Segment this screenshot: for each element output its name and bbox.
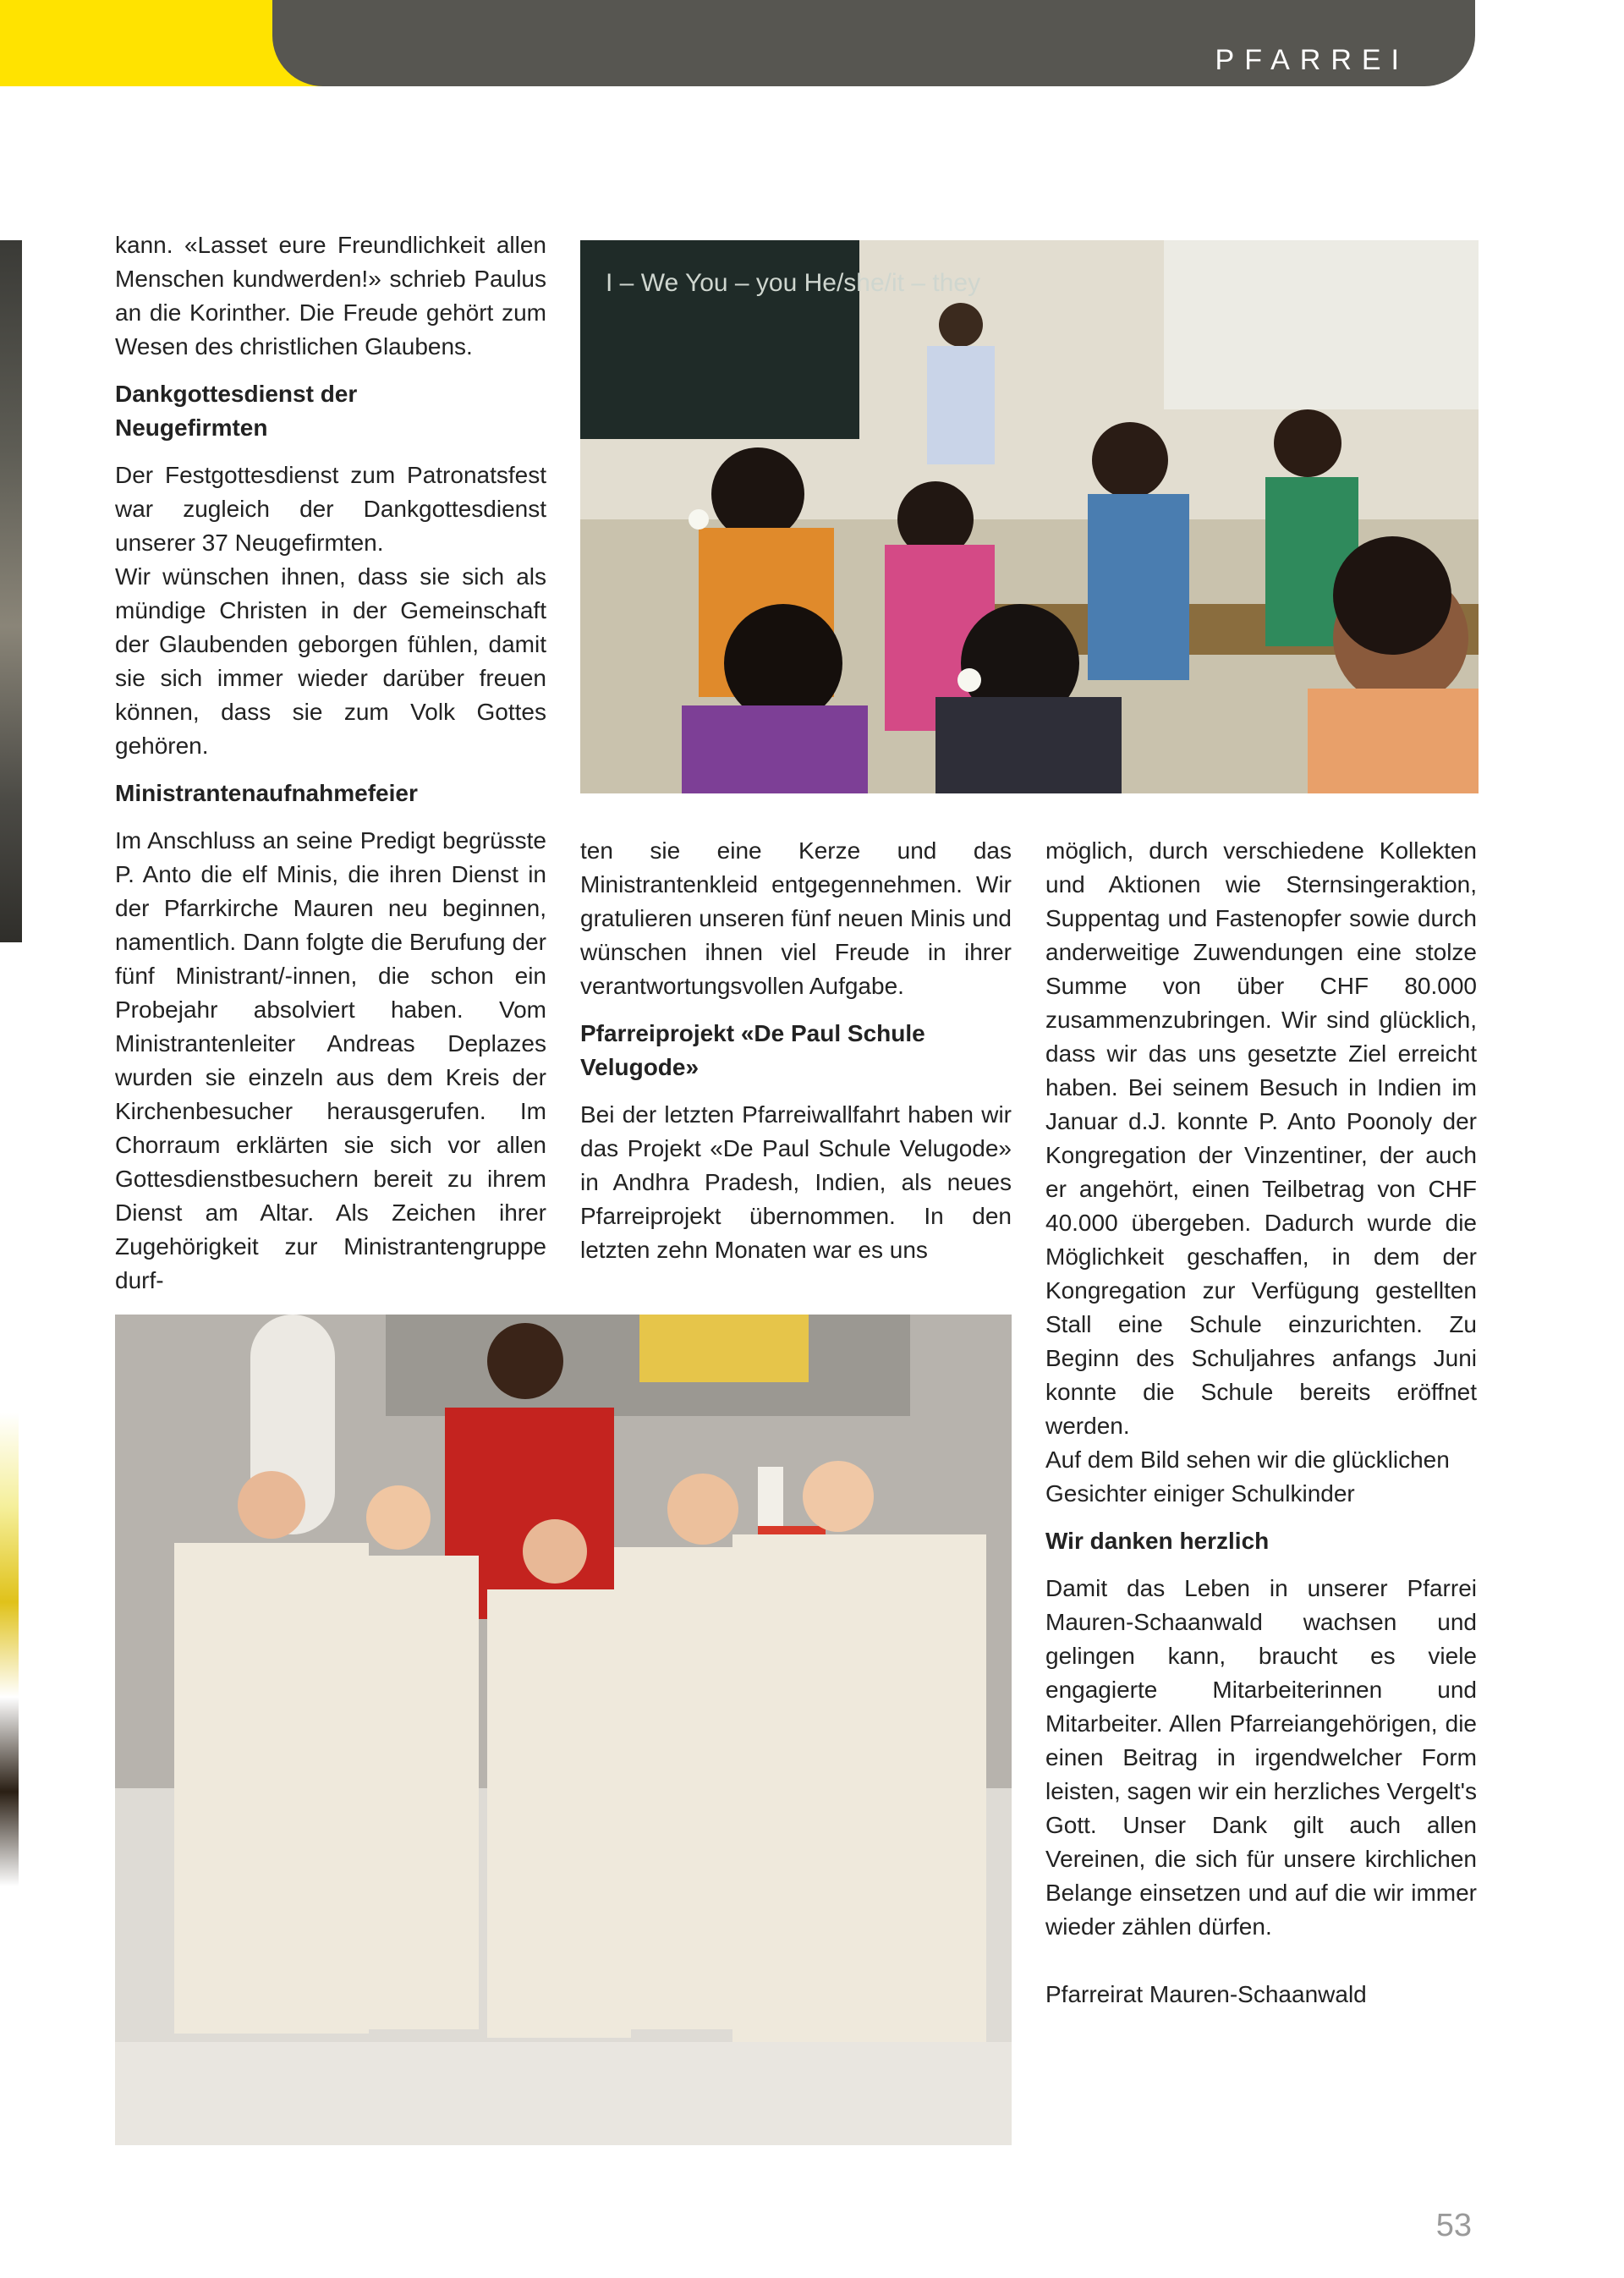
photo-altar-servers-image [115,1315,1012,2145]
column-2 [580,834,1012,1267]
paragraph-bild-caption: Auf dem Bild sehen wir die glücklichen Gesichter einiger Schulkinder [1045,1446,1450,1507]
adjacent-page-photo-edge [0,240,22,942]
heading-pfarreiprojekt: Pfarreiprojekt «De Paul Schule Velugode» [580,1020,925,1080]
header-bar [272,0,1475,86]
paragraph-kollekten: möglich, durch verschiedene Kollekten und Aktionen wie Sternsingeraktion, Suppentag und Fastenopfer sowie durch anderweitige Zuwendungen eine stolze Summe von über CHF 80.000 zusammenzubringen. Wir sind glücklich, dass wir das uns gesetzte Ziel erreicht haben. Bei seinem Besuch in Indien im Januar d.J. konnte P. Anto Poonoly der Kongregation der Vinzentiner, der auch er angehört, einen Teilbetrag von CHF 40.000 übergeben. Dadurch wurde die Möglichkeit geschaffen, in dem der Kongregation zur Verfügung gestellten Stall eine Schule einzurichten. Zu Beginn des Schuljahres anfangs Juni konnte die Schule bereits eröffnet werden. [1045,837,1477,1439]
page-number: 53 [1435,2208,1472,2243]
intro-paragraph: kann. «Lasset eure Freundlichkeit allen Menschen kundwerden!» schrieb Paulus an die Korinther. Die Freude gehört zum Wesen des christlichen Glaubens. [115,232,546,360]
paragraph-pfarreiwallfahrt: Bei der letzten Pfarreiwallfahrt haben wir das Projekt «De Paul Schule Velugode» in Andhra Pradesh, Indien, als neues Pfarreiprojekt übernommen. In den letzten zehn Monaten war es uns [580,1101,1012,1263]
photo-altar-servers [115,1315,1012,2145]
blackboard-text: I – We You – you He/she/it – they [606,269,981,297]
paragraph-festgottesdienst: Der Festgottesdienst zum Patronatsfest war zugleich der Dankgottesdienst unserer 37 Neugefirmten. [115,462,546,556]
paragraph-wir-wuenschen: Wir wünschen ihnen, dass sie sich als mündige Christen in der Gemeinschaft der Glaubenden geborgen fühlen, damit sie sich immer wieder darüber freuen können, dass sie zum Volk Gottes gehören. [115,563,546,759]
section-title: PFARREI [1215,44,1409,76]
heading-wir-danken: Wir danken herzlich [1045,1528,1270,1554]
adjacent-page-photo-edge-2 [0,1413,19,1886]
photo-school-children-image [580,240,1479,793]
signature: Pfarreirat Mauren-Schaanwald [1045,1981,1367,2007]
paragraph-im-anschluss: Im Anschluss an seine Predigt begrüsste P. Anto die elf Minis, die ihren Dienst in der Pfarrkirche Mauren neu beginnen, namentlich. Dann folgte die Berufung der fünf Ministrant/-innen, die schon ein Probejahr absolviert haben. Vom Ministrantenleiter Andreas Deplazes wurden sie einzeln aus dem Kreis der Kirchenbesucher herausgerufen. Im Chorraum erklärten sie sich vor allen Gottesdienstbesuchern bereit zu ihrem Dienst am Altar. Als Zeichen ihrer Zugehörigkeit zur Ministrantengruppe durf- [115,827,546,1293]
heading-ministrantenaufnahmefeier: Ministrantenaufnahmefeier [115,780,418,806]
column-1-top [115,228,546,1298]
paragraph-kerze: ten sie eine Kerze und das Ministrantenkleid entgegennehmen. Wir gratulieren unseren fünf neuen Minis und wünschen ihnen viel Freude in ihrer verantwortungsvollen Aufgabe. [580,837,1012,999]
heading-dankgottesdienst: Dankgottesdienst der Neugefirmten [115,381,358,441]
column-3 [1045,834,1477,2012]
photo-school-children [580,240,1479,793]
paragraph-damit-das-leben: Damit das Leben in unserer Pfarrei Mauren-Schaanwald wachsen und gelingen kann, braucht es viele engagierte Mitarbeiterinnen und Mitarbeiter. Allen Pfarreiangehörigen, die einen Beitrag in irgendwelcher Form leisten, sagen wir ein herzliches Vergelt's Gott. Unser Dank gilt auch allen Vereinen, die sich für unsere kirchlichen Belange einsetzen und auf die wir immer wieder zählen dürfen. [1045,1575,1477,1940]
